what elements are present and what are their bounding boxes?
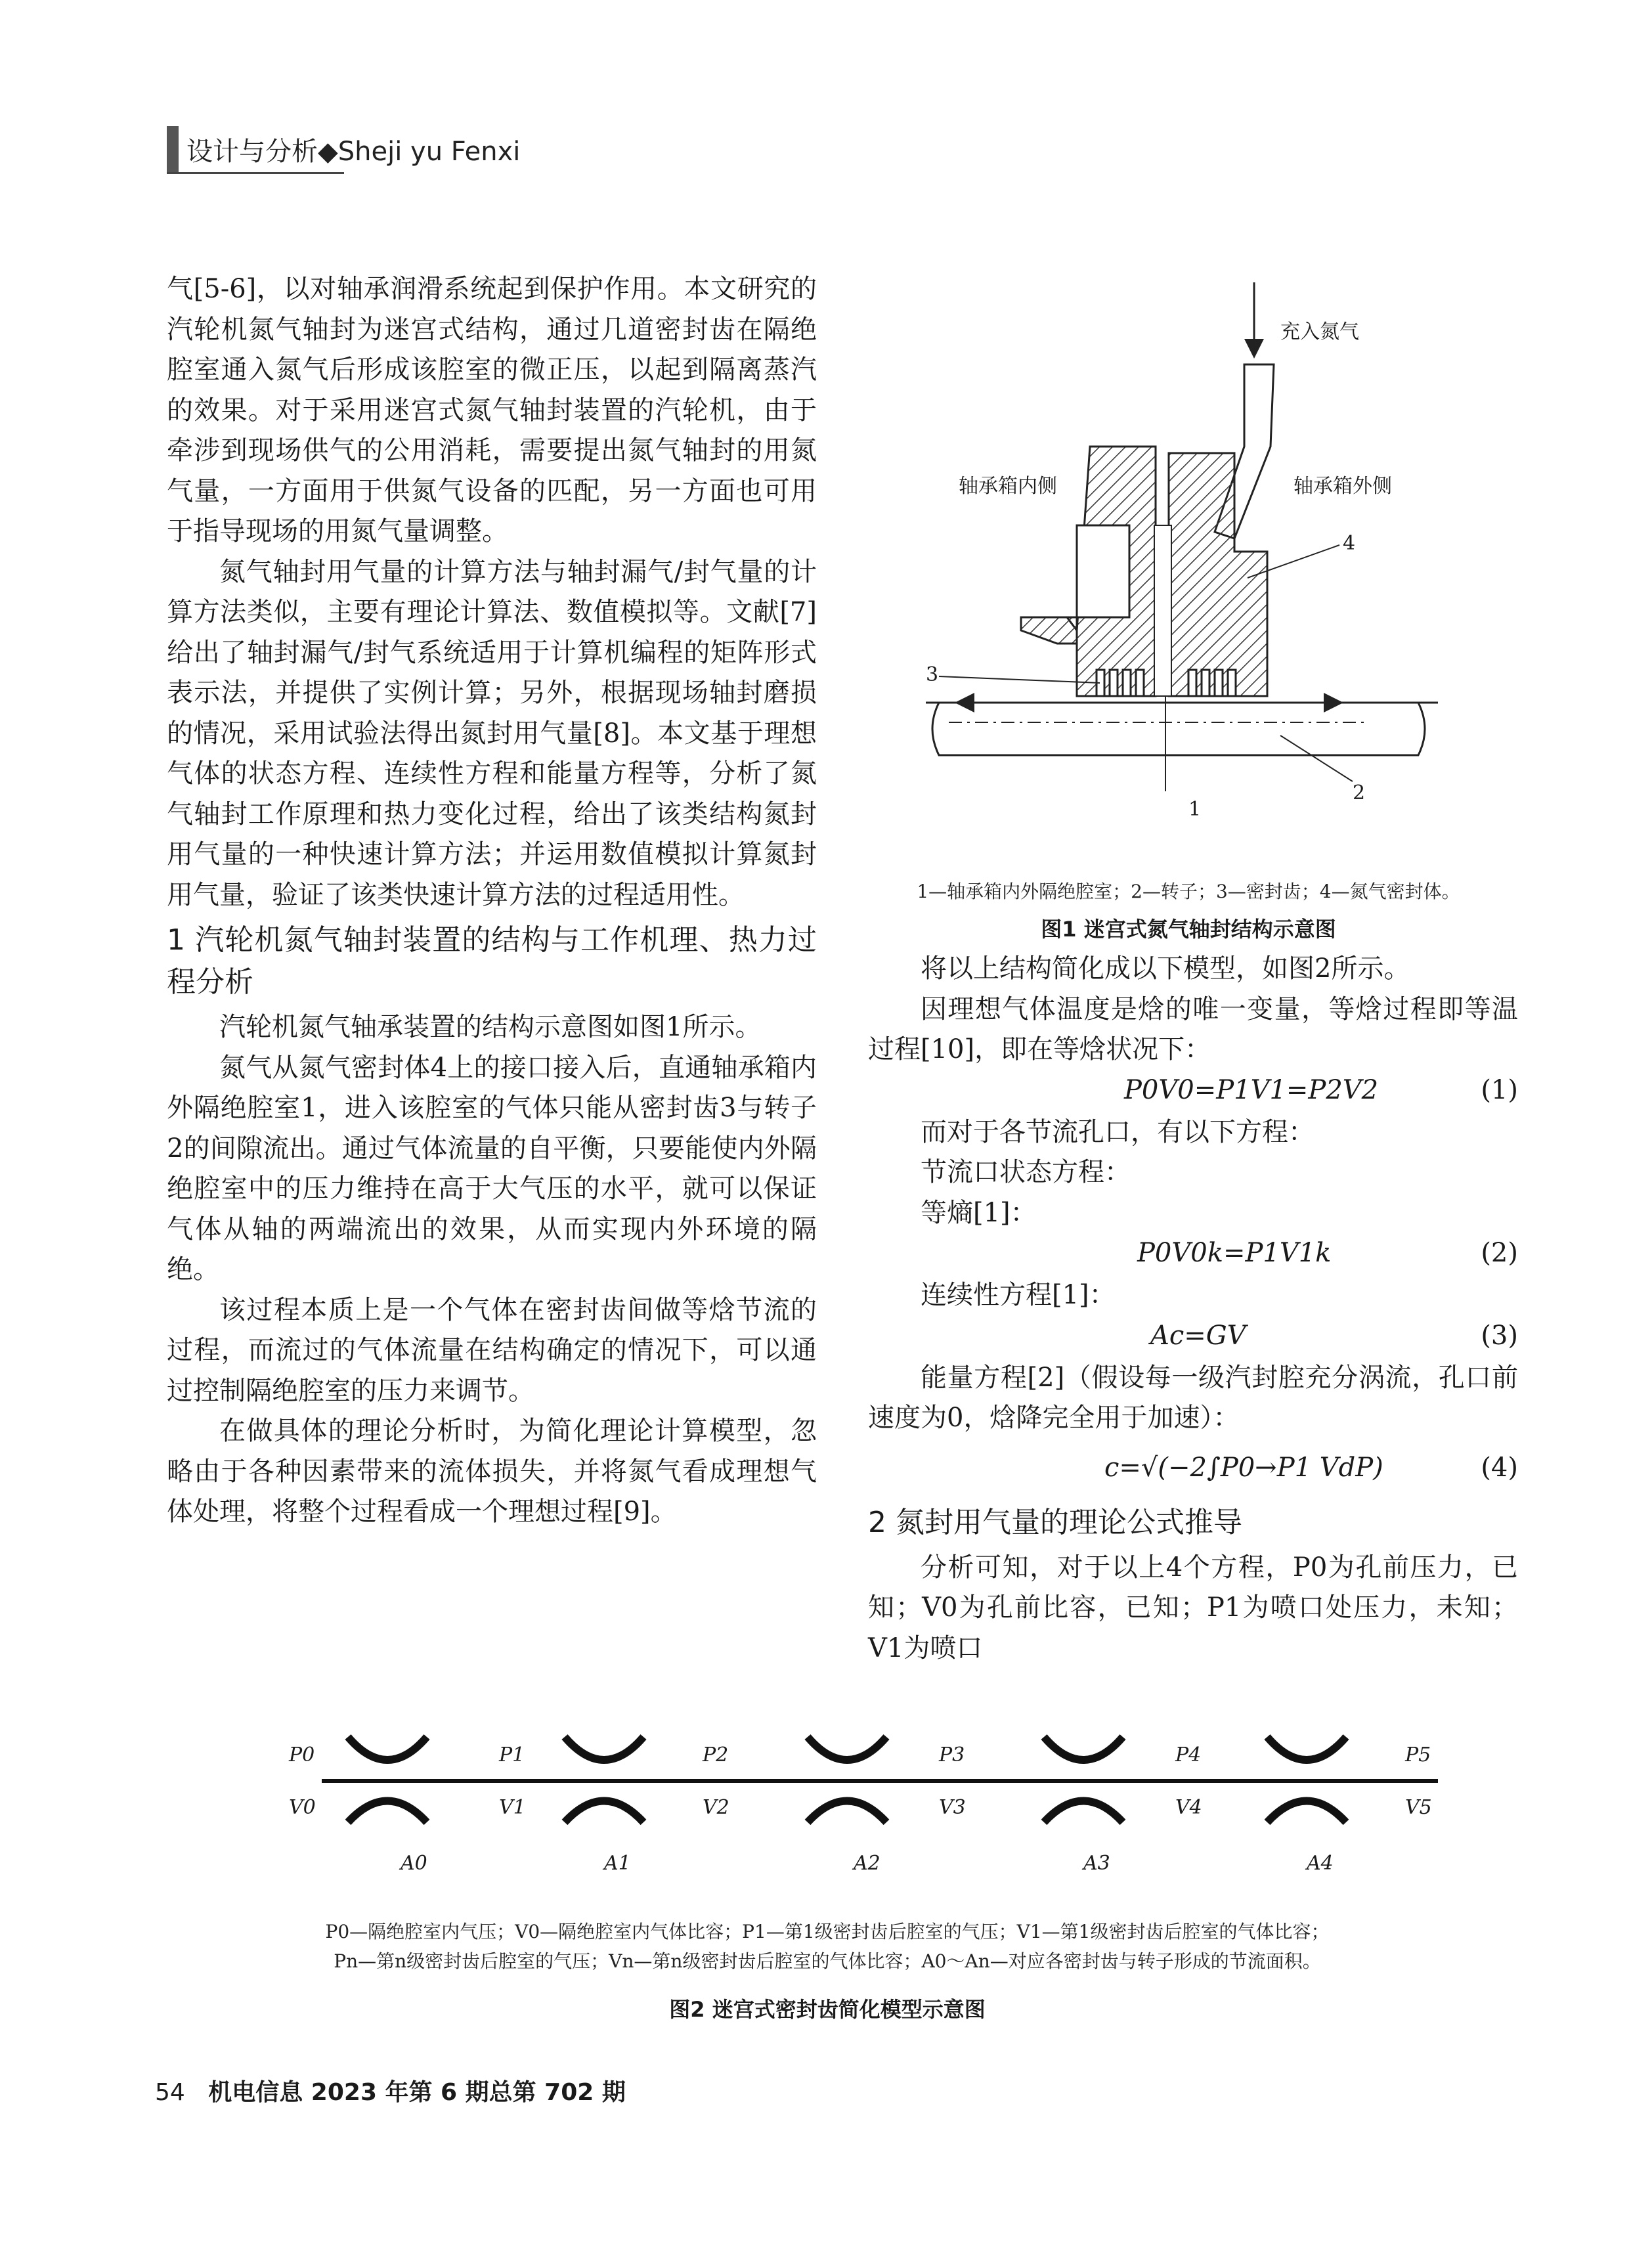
running-header [167, 126, 520, 172]
right-column [868, 949, 1518, 1669]
equation-3-body: Ac=GV [1150, 1320, 1246, 1351]
fig2-tooth-bottom-3 [808, 1801, 886, 1823]
header-section-label: 设计与分析◆Sheji yu Fenxi [186, 136, 521, 167]
fig2-a4: A4 [1307, 1852, 1334, 1875]
fig2-p2: P2 [703, 1743, 729, 1766]
fig2-a3: A3 [1083, 1852, 1110, 1875]
fig2-p3: P3 [939, 1743, 965, 1766]
left-paragraph-2: 氮气轴封用气量的计算方法与轴封漏气/封气量的计算方法类似，主要有理论计算法、数值模拟等。文献[7]给出了轴封漏气/封气系统适用于计算机编程的矩阵形式表示法，并提供了实例计算；另外，根据现场轴封磨损的情况，采用试验法得出氮封用气量[8]。本文基于理想气体的状态方程、连续性方程和能量方程等，分析了氮气轴封工作原理和热力变化过程，给出了该类结构氮封用气量的一种快速计算方法；并运用数值模拟计算氮封用气量，验证了该类快速计算方法的过程适用性。 [167, 556, 817, 910]
equation-1 [868, 1070, 1518, 1112]
right-paragraph-6: 连续性方程[1]： [921, 1280, 1116, 1310]
fig2-tooth-bottom-1 [348, 1801, 427, 1823]
left-paragraph-1: 气[5-6]，以对轴承润滑系统起到保护作用。本文研究的汽轮机氮气轴封为迷宫式结构，通过几道密封齿在隔绝腔室通入氮气后形成该腔室的微正压，以起到隔离蒸汽的效果。对于采用迷宫式氮气轴封装置的汽轮机，由于牵涉到现场供气的公用消耗，需要提出氮气轴封的用氮气量，一方面用于供氮气设备的匹配，另一方面也可用于指导现场的用氮气量调整。 [167, 274, 817, 546]
fig2-v1: V1 [499, 1796, 526, 1819]
journal-info: 机电信息 2023 年第 6 期总第 702 期 [208, 2079, 626, 2106]
fig2-a1: A1 [604, 1852, 631, 1875]
right-paragraph-4: 节流口状态方程： [921, 1157, 1131, 1187]
fig2-tooth-top-1 [348, 1737, 427, 1760]
fig2-tooth-bottom-4 [1044, 1801, 1123, 1823]
fig2-v2: V2 [703, 1796, 729, 1819]
fig2-tooth-bottom-2 [565, 1801, 643, 1823]
fig2-v3: V3 [939, 1796, 966, 1819]
fig1-number-1: 1 [1188, 798, 1202, 821]
figure-1-caption: 图1 迷宫式氮气轴封结构示意图 [1041, 917, 1336, 942]
fig2-tooth-top-5 [1267, 1737, 1346, 1760]
fig2-a0: A0 [401, 1852, 427, 1875]
fig2-p1: P1 [499, 1743, 525, 1766]
fig2-tooth-top-4 [1044, 1737, 1123, 1760]
page-number: 54 [155, 2079, 185, 2106]
left-paragraph-4: 氮气从氮气密封体4上的接口接入后，直通轴承箱内外隔绝腔室1，进入该腔室的气体只能从密封齿3与转子2的间隙流出。通过气体流量的自平衡，只要能使内外隔绝腔室中的压力维持在高于大气压的水平，就可以保证气体从轴的两端流出的效果，从而实现内外环境的隔绝。 [167, 1052, 817, 1284]
right-paragraph-5: 等熵[1]： [921, 1197, 1037, 1228]
fig1-label-left: 轴承箱内侧 [959, 475, 1057, 498]
equation-3 [868, 1316, 1518, 1358]
fig1-number-4: 4 [1343, 532, 1356, 555]
equation-2-number: (2) [1481, 1238, 1518, 1268]
fig2-tooth-top-3 [808, 1737, 886, 1760]
fig1-number-3: 3 [926, 663, 939, 686]
left-column [167, 269, 817, 1533]
right-paragraph-2: 因理想气体温度是焓的唯一变量，等焓过程即等温过程[10]，即在等焓状况下： [868, 994, 1518, 1064]
figure-2 [276, 1711, 1445, 1895]
header-bar [167, 126, 179, 172]
fig1-label-inlet: 充入氮气 [1280, 320, 1359, 343]
fig2-v0: V0 [289, 1796, 316, 1819]
right-paragraph-7: 能量方程[2]（假设每一级汽封腔充分涡流，孔口前速度为0，焓降完全用于加速）： [868, 1362, 1518, 1433]
figure-1-note: 1—轴承箱内外隔绝腔室；2—转子；3—密封齿；4—氮气密封体。 [917, 881, 1460, 902]
fig2-tooth-bottom-5 [1267, 1801, 1346, 1823]
equation-3-number: (3) [1481, 1320, 1518, 1351]
fig2-p0: P0 [289, 1743, 315, 1766]
fig1-label-right: 轴承箱外侧 [1293, 475, 1392, 498]
right-paragraph-1: 将以上结构简化成以下模型，如图2所示。 [921, 953, 1410, 984]
fig1-number-2: 2 [1353, 781, 1366, 804]
right-paragraph-8: 分析可知，对于以上4个方程，P0为孔前压力，已知；V0为孔前比容，已知；P1为喷口处压力，未知；V1为喷口 [868, 1552, 1518, 1663]
equation-1-body: P0V0=P1V1=P2V2 [1124, 1074, 1379, 1105]
left-paragraph-5: 该过程本质上是一个气体在密封齿间做等焓节流的过程，而流过的气体流量在结构确定的情况下，可以通过控制隔绝腔室的压力来调节。 [167, 1294, 817, 1406]
fig2-v4: V4 [1175, 1796, 1202, 1819]
equation-4-number: (4) [1481, 1452, 1518, 1483]
left-paragraph-6: 在做具体的理论分析时，为简化理论计算模型，忽略由于各种因素带来的流体损失，并将氮气看成理想气体处理，将整个过程看成一个理想过程[9]。 [167, 1416, 817, 1527]
fig2-tooth-top-2 [565, 1737, 643, 1760]
figure-1-drawing [880, 276, 1484, 873]
header-rule [167, 172, 344, 174]
section-2-heading: 2 氮封用气量的理论公式推导 [868, 1505, 1242, 1539]
section-1-heading: 1 汽轮机氮气轴封装置的结构与工作机理、热力过程分析 [167, 923, 817, 999]
fig2-p4: P4 [1175, 1743, 1202, 1766]
figure-2-note-2: Pn—第n级密封齿后腔室的气压；Vn—第n级密封齿后腔室的气体比容；A0～An—对应各密封齿与转子形成的节流面积。 [334, 1950, 1321, 1972]
equation-2-body: P0V0k=P1V1k [1137, 1238, 1332, 1268]
equation-2 [868, 1233, 1518, 1275]
left-paragraph-3: 汽轮机氮气轴承装置的结构示意图如图1所示。 [219, 1012, 762, 1042]
equation-4-body: c=√(−2∫P0→P1 VdP) [1104, 1452, 1383, 1483]
figure-2-note-1: P0—隔绝腔室内气压；V0—隔绝腔室内气体比容；P1—第1级密封齿后腔室的气压；V1—第1级密封齿后腔室的气体比容； [325, 1921, 1330, 1942]
figure-1 [880, 276, 1484, 873]
equation-4 [868, 1439, 1518, 1498]
fig2-p5: P5 [1405, 1743, 1431, 1766]
right-paragraph-3: 而对于各节流孔口，有以下方程： [921, 1116, 1315, 1147]
fig2-a2: A2 [854, 1852, 880, 1875]
fig2-v5: V5 [1405, 1796, 1432, 1819]
figure-2-caption: 图2 迷宫式密封齿简化模型示意图 [669, 1997, 986, 2022]
equation-1-number: (1) [1481, 1074, 1518, 1105]
page-footer [155, 2074, 626, 2107]
